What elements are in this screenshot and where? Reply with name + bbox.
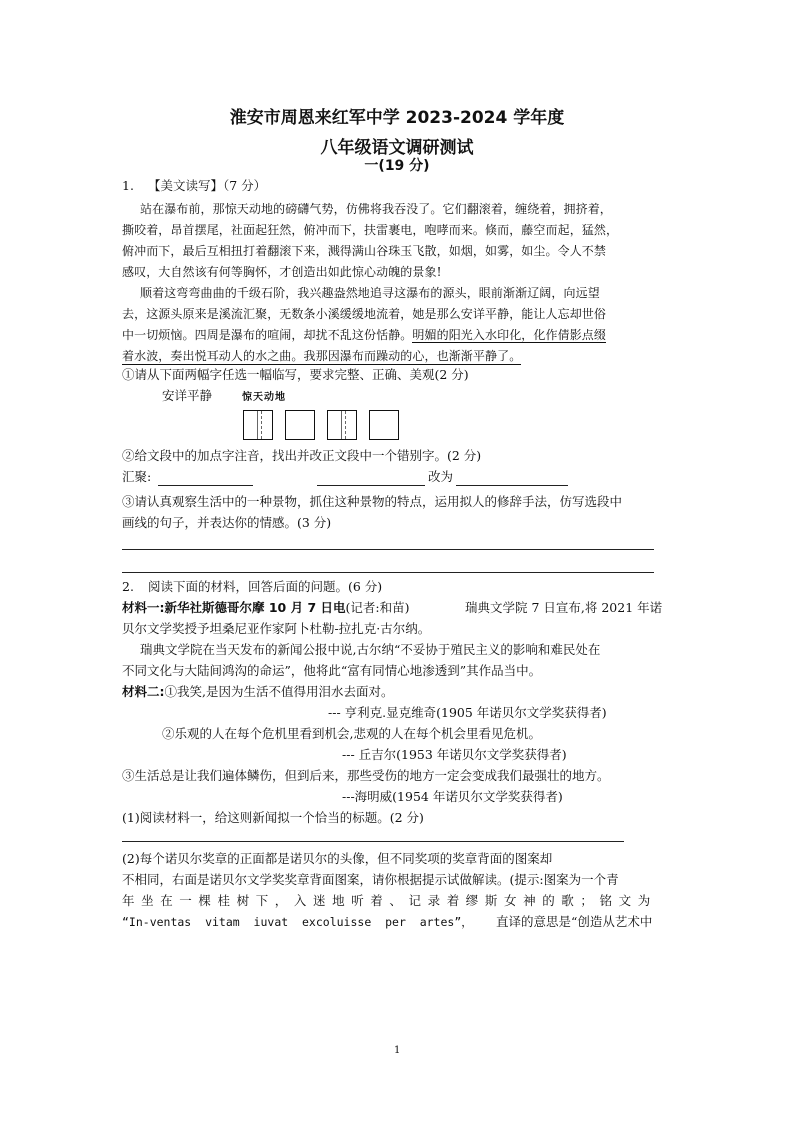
section-heading: 一(19 分) bbox=[364, 158, 430, 174]
answer-line-headline[interactable] bbox=[122, 841, 624, 842]
exam-title: 淮安市周恩来红军中学 2023-2024 学年度 bbox=[229, 108, 565, 128]
q1-passage-line-5: 顺着这弯弯曲曲的千级石阶，我兴趣盎然地追寻这瀑布的源头，眼前渐渐辽阔，向远望 bbox=[140, 286, 600, 300]
material1-text-1: 瑞典文学院 7 日宣布,将 2021 年诺 bbox=[465, 600, 663, 615]
q2-sub2-line3: 年坐在一棵桂树下，入迷地听着、记录着缪斯女神的歌；铭文为 bbox=[122, 893, 657, 908]
q1-underlined-sentence-part2: 着水波，奏出悦耳动人的水之曲。我那因瀑布而躁动的心，也渐渐平静了。 bbox=[122, 349, 522, 363]
quote-3: ③生活总是让我们遍体鳞伤，但到后来，那些受伤的地方一定会变成我们最强壮的地方。 bbox=[122, 768, 610, 783]
copy-box-3[interactable] bbox=[327, 410, 357, 440]
quote-2: ②乐观的人在每个危机里看到机会,悲观的人在每个机会里看见危机。 bbox=[162, 726, 541, 741]
answer-line-pinyin[interactable] bbox=[158, 485, 253, 486]
q1-passage-line-6: 去，这源头原来是溪流汇聚，无数条小溪缓缓地流着，她是那么安详平静，能让人忘却世俗 bbox=[122, 307, 607, 321]
sample-text-anxiang: 安详平静 bbox=[162, 388, 213, 403]
q1-underlined-sentence-part1: 明媚的阳光入水印化，化作倩影点缀 bbox=[412, 328, 607, 342]
material1-text-4: 不同文化与大陆间鸿沟的命运”，他将此“富有同情心地渗透到”其作品当中。 bbox=[122, 663, 542, 678]
quote-2-author: --- 丘吉尔(1953 年诺贝尔文学奖获得者) bbox=[342, 747, 567, 762]
q1-sub2-prompt: ②给文段中的加点字注音，找出并改正文段中一个错别字。(2 分) bbox=[122, 448, 482, 463]
q2-sub2-line4-latin: “In-ventas vitam iuvat excoluisse per artes”， bbox=[122, 915, 473, 929]
q1-sub3-prompt-line2: 画线的句子，并表达你的情感。(3 分) bbox=[122, 515, 332, 530]
q1-sub3-prompt-line1: ③请认真观察生活中的一种景物，抓住这种景物的特点，运用拟人的修辞手法，仿写选段中 bbox=[122, 494, 623, 509]
quote-1: ①我笑,是因为生活不值得用泪水去面对。 bbox=[164, 684, 394, 699]
exam-subtitle: 八年级语文调研测试 bbox=[320, 138, 474, 158]
copy-box-2[interactable] bbox=[285, 410, 315, 440]
q2-material2-line1 bbox=[122, 684, 393, 700]
material1-text-3: 瑞典文学院在当天发布的新闻公报中说,古尔纳“不妥协于殖民主义的影响和难民处在 bbox=[140, 642, 601, 657]
material1-label: 材料一:新华社斯德哥尔摩 10 月 7 日电 bbox=[122, 600, 346, 615]
q2-number: 2. bbox=[122, 579, 134, 594]
quote-3-author: ---海明威(1954 年诺贝尔文学奖获得者) bbox=[342, 789, 563, 804]
q2-sub1-prompt: (1)阅读材料一，给这则新闻拟一个恰当的标题。(2 分) bbox=[122, 810, 424, 825]
copy-box-1[interactable] bbox=[243, 410, 273, 440]
answer-line-correct-char[interactable] bbox=[456, 485, 568, 486]
q2-heading: 阅读下面的材料，回答后面的问题。(6 分) bbox=[148, 579, 383, 594]
material1-reporter: (记者:和苗) bbox=[345, 600, 410, 615]
material1-text-2: 贝尔文学奖授予坦桑尼亚作家阿卜杜勒-拉扎克·古尔纳。 bbox=[122, 621, 431, 636]
q2-sub2-line2: 不相同，右面是诺贝尔文学奖奖章背面图案，请你根据提示试做解读。(提示:图案为一个青 bbox=[122, 872, 619, 887]
quote-1-author: --- 亨利克.显克维奇(1905 年诺贝尔文学奖获得者) bbox=[328, 705, 607, 720]
q1-passage-line-7-plain: 中一切烦恼。四周是瀑布的喧闹，却扰不乱这份恬静。 bbox=[122, 328, 413, 342]
q1-sub1-prompt: ①请从下面两幅字任选一幅临写，要求完整、正确、美观(2 分) bbox=[122, 367, 469, 382]
page-number: 1 bbox=[394, 1045, 401, 1056]
q1-passage-line-4: 感叹，大自然该有何等胸怀，才创造出如此惊心动魄的景象! bbox=[122, 265, 442, 279]
q2-material1-line1 bbox=[122, 600, 409, 616]
q1-sub2-label-huiju: 汇聚: bbox=[122, 469, 152, 484]
q1-heading: 【美文读写】（7 分） bbox=[148, 178, 267, 193]
q2-sub2-line4-translation: 直译的意思是“创造从艺术中 bbox=[496, 914, 653, 929]
q1-sub2-label-change: 改为 bbox=[428, 469, 454, 484]
q1-passage-line-1: 站在瀑布前，那惊天动地的磅礴气势，仿佛将我吞没了。它们翻滚着，缠绕着，拥挤着， bbox=[140, 202, 612, 216]
copy-box-4[interactable] bbox=[369, 410, 399, 440]
q1-passage-line-3: 俯冲而下，最后互相扭打着翻滚下来，溅得满山谷珠玉飞散，如烟，如雾，如尘。令人不禁 bbox=[122, 244, 607, 258]
answer-line-wrong-char[interactable] bbox=[317, 485, 425, 486]
material2-label: 材料二: bbox=[122, 684, 165, 699]
sample-calligraphy: 惊天动地 bbox=[242, 392, 286, 403]
answer-line-imitation-1[interactable] bbox=[122, 549, 654, 550]
q1-number: 1. bbox=[122, 178, 134, 193]
q1-passage-line-7 bbox=[122, 326, 606, 343]
answer-line-imitation-2[interactable] bbox=[122, 572, 654, 573]
q2-sub2-line1: (2)每个诺贝尔奖章的正面都是诺贝尔的头像，但不同奖项的奖章背面的图案却 bbox=[122, 851, 553, 866]
q1-passage-line-2: 撕咬着，昂首摆尾，社面起狂然，俯冲而下，扶雷裹电，咆哮而来。倏而，藤空而起，猛然， bbox=[122, 223, 619, 237]
